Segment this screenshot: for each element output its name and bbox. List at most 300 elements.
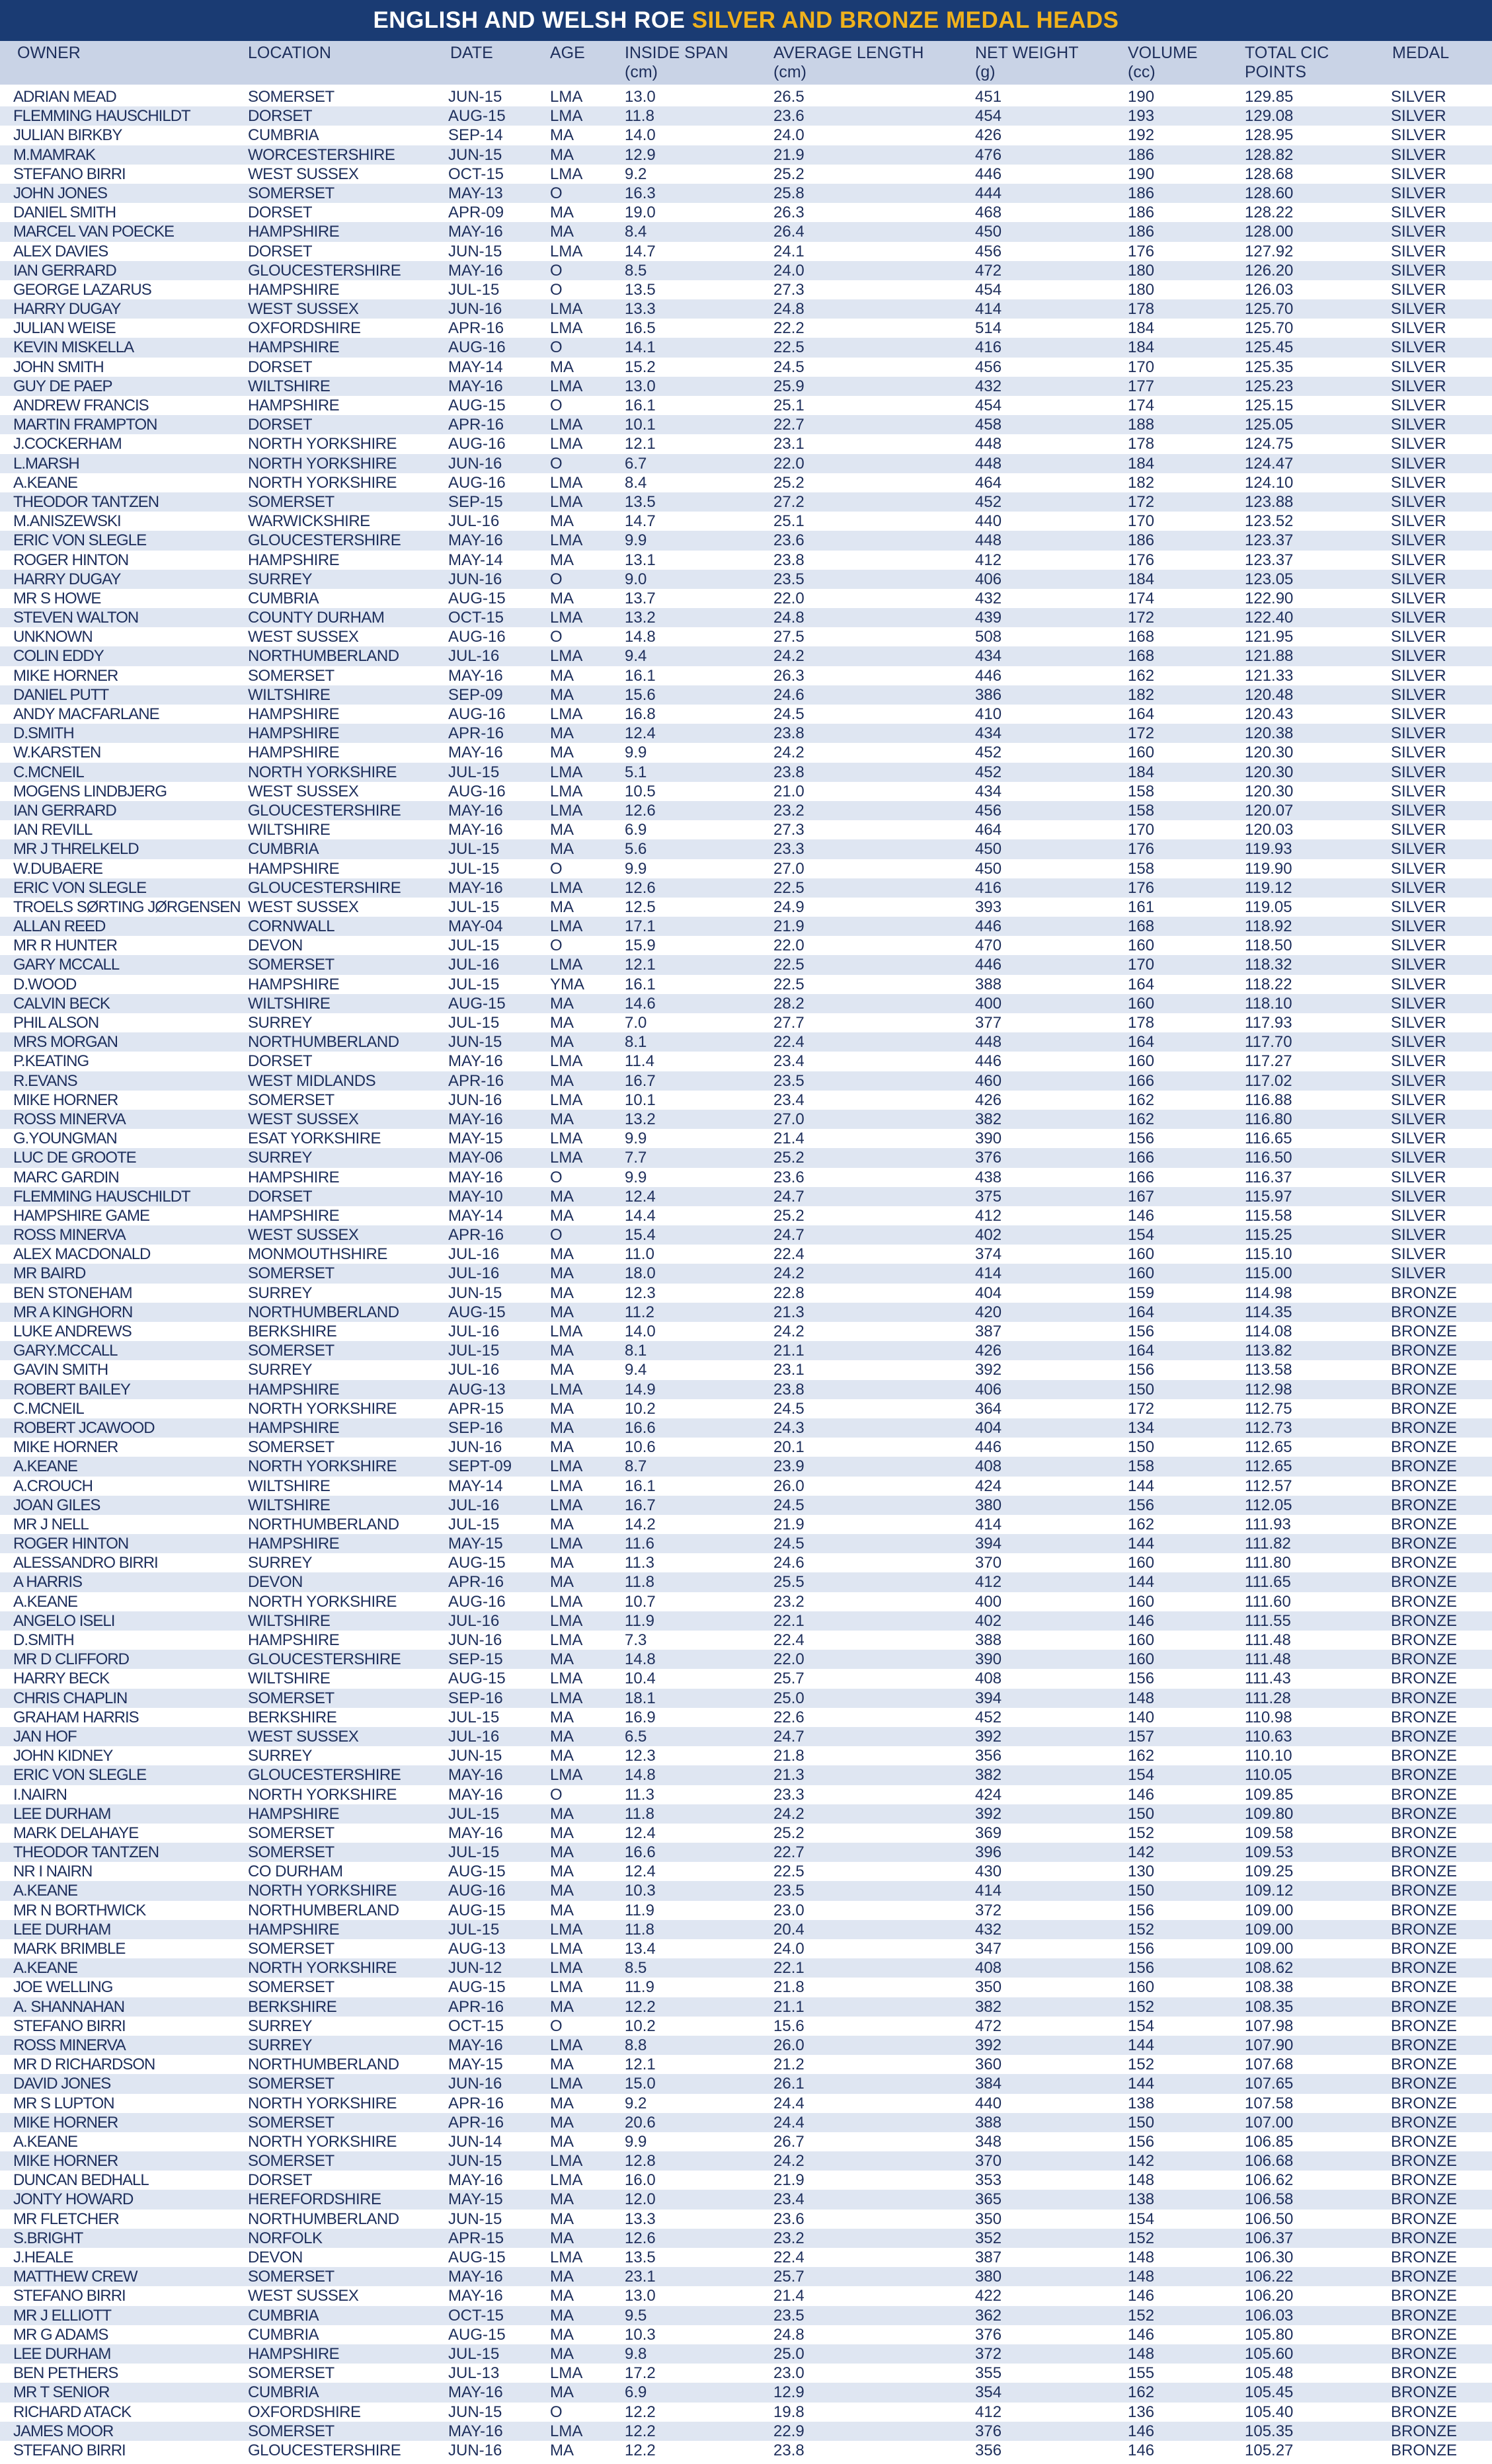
inside-span-cell: 12.5	[625, 898, 656, 916]
owner-cell: CALVIN BECK	[13, 994, 110, 1013]
table-row	[0, 1013, 1492, 1032]
net-weight-cell: 414	[975, 300, 1002, 319]
net-weight-cell: 450	[975, 223, 1002, 241]
age-cell: LMA	[550, 2075, 583, 2093]
medal-cell: SILVER	[1391, 223, 1446, 241]
volume-cell: 150	[1128, 1380, 1155, 1399]
age-cell: MA	[550, 1824, 574, 1842]
inside-span-cell: 11.9	[625, 1611, 654, 1630]
inside-span-cell: 14.8	[625, 1650, 656, 1669]
volume-cell: 160	[1128, 1554, 1155, 1572]
inside-span-cell: 12.4	[625, 1824, 656, 1842]
table-row	[0, 2094, 1492, 2113]
owner-cell: C.MCNEIL	[13, 763, 84, 781]
total-cic-points-cell: 116.37	[1245, 1168, 1292, 1186]
inside-span-cell: 12.1	[625, 2056, 656, 2074]
table-row	[0, 2344, 1492, 2364]
date-cell: JUL-16	[448, 1727, 500, 1746]
total-cic-points-cell: 111.55	[1245, 1611, 1291, 1630]
age-cell: LMA	[550, 2422, 583, 2440]
table-row	[0, 2441, 1492, 2460]
table-row	[0, 1129, 1492, 1148]
volume-cell: 190	[1128, 88, 1155, 106]
location-cell: SOMERSET	[248, 2268, 334, 2286]
average-length-cell: 24.5	[773, 358, 805, 376]
net-weight-cell: 472	[975, 2017, 1002, 2035]
net-weight-cell: 438	[975, 1168, 1002, 1186]
medal-cell: BRONZE	[1391, 1399, 1458, 1418]
inside-span-cell: 5.6	[625, 840, 647, 859]
average-length-cell: 23.4	[773, 1052, 805, 1071]
inside-span-cell: 12.8	[625, 2152, 656, 2171]
average-length-cell: 25.0	[773, 2344, 805, 2363]
owner-cell: MR G ADAMS	[13, 2325, 108, 2344]
location-cell: CUMBRIA	[248, 589, 319, 607]
owner-cell: ANDREW FRANCIS	[13, 397, 149, 414]
inside-span-cell: 10.6	[625, 1438, 656, 1457]
total-cic-points-cell: 117.93	[1245, 1014, 1292, 1032]
volume-cell: 162	[1128, 1110, 1155, 1128]
age-cell: LMA	[550, 1940, 583, 1958]
table-row	[0, 1862, 1492, 1881]
total-cic-points-cell: 120.38	[1245, 724, 1294, 743]
table-row	[0, 2017, 1492, 2036]
inside-span-cell: 13.1	[625, 551, 656, 569]
average-length-cell: 23.6	[773, 2210, 805, 2228]
medal-cell: BRONZE	[1391, 1650, 1458, 1669]
inside-span-cell: 6.9	[625, 2383, 647, 2402]
table-row	[0, 1496, 1492, 1515]
inside-span-cell: 8.4	[625, 223, 647, 241]
total-cic-points-cell: 111.48	[1245, 1650, 1291, 1669]
date-cell: MAY-14	[448, 1206, 503, 1225]
location-cell: HAMPSHIRE	[248, 397, 340, 414]
date-cell: MAY-16	[448, 2422, 503, 2440]
medal-cell: BRONZE	[1391, 2017, 1458, 2035]
date-cell: AUG-15	[448, 1901, 506, 1919]
owner-cell: G.YOUNGMAN	[13, 1130, 117, 1148]
header-net-weight: NET WEIGHT (g)	[975, 44, 1079, 81]
date-cell: OCT-15	[448, 609, 504, 627]
location-cell: HAMPSHIRE	[248, 1380, 340, 1399]
table-row	[0, 1631, 1492, 1650]
net-weight-cell: 424	[975, 1785, 1002, 1804]
total-cic-points-cell: 112.65	[1245, 1438, 1292, 1457]
owner-cell: MIKE HORNER	[13, 666, 118, 685]
net-weight-cell: 514	[975, 319, 1002, 338]
average-length-cell: 23.8	[773, 763, 805, 781]
net-weight-cell: 446	[975, 1438, 1002, 1457]
total-cic-points-cell: 119.93	[1245, 840, 1292, 859]
medal-cell: SILVER	[1391, 280, 1446, 299]
date-cell: JUL-15	[448, 1804, 500, 1823]
medal-cell: BRONZE	[1391, 2287, 1458, 2305]
age-cell: MA	[550, 1997, 574, 2016]
owner-cell: THEODOR TANTZEN	[13, 1843, 159, 1862]
date-cell: MAY-16	[448, 1824, 503, 1842]
date-cell: AUG-16	[448, 1882, 506, 1900]
owner-cell: GEORGE LAZARUS	[13, 280, 151, 299]
age-cell: O	[550, 397, 563, 414]
table-row	[0, 936, 1492, 955]
net-weight-cell: 370	[975, 2152, 1002, 2171]
volume-cell: 160	[1128, 1650, 1155, 1669]
average-length-cell: 24.7	[773, 1187, 805, 1206]
average-length-cell: 20.1	[773, 1438, 805, 1457]
medal-cell: BRONZE	[1391, 1380, 1458, 1399]
owner-cell: A.KEANE	[13, 1959, 78, 1978]
medal-cell: SILVER	[1391, 1033, 1446, 1052]
age-cell: O	[550, 2403, 563, 2421]
age-cell: LMA	[550, 1631, 583, 1649]
net-weight-cell: 353	[975, 2171, 1002, 2190]
table-row	[0, 1785, 1492, 1804]
table-row	[0, 454, 1492, 473]
date-cell: JUN-16	[448, 2075, 502, 2093]
inside-span-cell: 8.8	[625, 2036, 647, 2054]
age-cell: MA	[550, 744, 574, 762]
owner-cell: MIKE HORNER	[13, 1091, 118, 1109]
location-cell: SURREY	[248, 1747, 313, 1765]
medal-cell: SILVER	[1391, 898, 1446, 916]
table-row	[0, 898, 1492, 917]
table-row	[0, 2267, 1492, 2286]
medal-cell: SILVER	[1391, 724, 1446, 743]
date-cell: SEP-14	[448, 126, 503, 145]
table-row	[0, 627, 1492, 646]
total-cic-points-cell: 106.22	[1245, 2268, 1294, 2286]
total-cic-points-cell: 115.25	[1245, 1226, 1292, 1245]
total-cic-points-cell: 113.58	[1245, 1361, 1292, 1379]
age-cell: O	[550, 184, 563, 202]
table-row	[0, 1553, 1492, 1572]
inside-span-cell: 9.9	[625, 2132, 647, 2151]
table-row	[0, 1843, 1492, 1862]
net-weight-cell: 365	[975, 2190, 1002, 2209]
medal-cell: BRONZE	[1391, 1361, 1458, 1379]
medal-cell: BRONZE	[1391, 1631, 1458, 1649]
net-weight-cell: 396	[975, 1843, 1002, 1862]
total-cic-points-cell: 111.80	[1245, 1554, 1291, 1572]
net-weight-cell: 388	[975, 1631, 1002, 1649]
average-length-cell: 26.3	[773, 204, 805, 222]
owner-cell: J.HEALE	[13, 2249, 73, 2266]
volume-cell: 184	[1128, 319, 1155, 338]
inside-span-cell: 8.1	[625, 1033, 647, 1052]
table-row	[0, 2422, 1492, 2441]
owner-cell: HARRY DUGAY	[13, 300, 121, 319]
medal-cell: SILVER	[1391, 878, 1446, 897]
date-cell: JUL-16	[448, 1611, 500, 1630]
table-row	[0, 165, 1492, 184]
owner-cell: MARTIN FRAMPTON	[13, 416, 157, 434]
table-row	[0, 975, 1492, 994]
medal-cell: SILVER	[1391, 1245, 1446, 1264]
average-length-cell: 23.5	[773, 1882, 805, 1900]
volume-cell: 186	[1128, 184, 1155, 202]
age-cell: LMA	[550, 917, 583, 936]
inside-span-cell: 10.4	[625, 1670, 656, 1688]
date-cell: MAY-16	[448, 801, 503, 820]
volume-cell: 176	[1128, 242, 1155, 260]
volume-cell: 158	[1128, 801, 1155, 820]
net-weight-cell: 382	[975, 1766, 1002, 1785]
header-location: LOCATION	[248, 44, 331, 62]
medal-cell: SILVER	[1391, 589, 1446, 607]
owner-cell: MIKE HORNER	[13, 1438, 118, 1457]
average-length-cell: 21.1	[773, 1342, 805, 1360]
average-length-cell: 24.2	[773, 1323, 805, 1340]
location-cell: SURREY	[248, 1149, 313, 1167]
location-cell: NORTHUMBERLAND	[248, 1901, 399, 1919]
location-cell: NORTHUMBERLAND	[248, 2056, 399, 2074]
average-length-cell: 23.8	[773, 2441, 805, 2459]
date-cell: AUG-15	[448, 1978, 506, 1997]
volume-cell: 166	[1128, 1149, 1155, 1167]
volume-cell: 148	[1128, 2344, 1155, 2363]
average-length-cell: 23.1	[773, 1361, 805, 1379]
table-row	[0, 1032, 1492, 1052]
medal-cell: BRONZE	[1391, 1670, 1458, 1688]
volume-cell: 164	[1128, 705, 1155, 723]
total-cic-points-cell: 107.68	[1245, 2056, 1294, 2074]
table-row	[0, 782, 1492, 801]
average-length-cell: 21.9	[773, 2171, 805, 2190]
inside-span-cell: 11.3	[625, 1785, 654, 1804]
total-cic-points-cell: 112.98	[1245, 1380, 1292, 1399]
total-cic-points-cell: 115.97	[1245, 1187, 1292, 1206]
date-cell: MAY-16	[448, 1766, 503, 1785]
location-cell: GLOUCESTERSHIRE	[248, 2441, 401, 2459]
age-cell: MA	[550, 2383, 574, 2402]
table-row	[0, 2151, 1492, 2171]
table-row	[0, 1380, 1492, 1399]
medal-cell: BRONZE	[1391, 1997, 1458, 2016]
average-length-cell: 22.5	[773, 338, 805, 357]
net-weight-cell: 452	[975, 1708, 1002, 1726]
title-main: ENGLISH AND WELSH ROE	[373, 7, 686, 33]
average-length-cell: 25.8	[773, 184, 805, 202]
owner-cell: ERIC VON SLEGLE	[13, 531, 147, 550]
date-cell: JUN-16	[448, 1438, 502, 1457]
medal-cell: SILVER	[1391, 1052, 1446, 1071]
volume-cell: 144	[1128, 1535, 1155, 1553]
owner-cell: MR D RICHARDSON	[13, 2056, 155, 2074]
net-weight-cell: 376	[975, 2325, 1002, 2344]
inside-span-cell: 14.9	[625, 1380, 656, 1399]
date-cell: SEP-16	[448, 1418, 503, 1437]
header-date: DATE	[450, 44, 493, 62]
owner-cell: KEVIN MISKELLA	[13, 338, 134, 357]
medal-cell: BRONZE	[1391, 1438, 1458, 1457]
volume-cell: 172	[1128, 1399, 1155, 1418]
medal-cell: SILVER	[1391, 145, 1446, 164]
net-weight-cell: 446	[975, 165, 1002, 183]
location-cell: HAMPSHIRE	[248, 280, 340, 299]
volume-cell: 180	[1128, 280, 1155, 299]
net-weight-cell: 454	[975, 107, 1002, 126]
medal-cell: SILVER	[1391, 397, 1446, 414]
inside-span-cell: 12.4	[625, 1187, 656, 1206]
average-length-cell: 23.9	[773, 1457, 805, 1476]
volume-cell: 186	[1128, 531, 1155, 550]
table-row	[0, 280, 1492, 299]
volume-cell: 152	[1128, 2229, 1155, 2247]
average-length-cell: 23.8	[773, 1380, 805, 1399]
net-weight-cell: 412	[975, 551, 1002, 569]
net-weight-cell: 446	[975, 917, 1002, 936]
volume-cell: 180	[1128, 261, 1155, 280]
total-cic-points-cell: 109.85	[1245, 1785, 1294, 1804]
medal-cell: SILVER	[1391, 1168, 1446, 1186]
average-length-cell: 25.2	[773, 1149, 805, 1167]
inside-span-cell: 16.7	[625, 1071, 656, 1090]
net-weight-cell: 356	[975, 2441, 1002, 2459]
average-length-cell: 24.4	[773, 2094, 805, 2112]
net-weight-cell: 402	[975, 1611, 1002, 1630]
total-cic-points-cell: 118.50	[1245, 937, 1292, 955]
medal-cell: SILVER	[1391, 975, 1446, 993]
inside-span-cell: 12.3	[625, 1284, 656, 1302]
date-cell: JUL-15	[448, 937, 500, 955]
location-cell: BERKSHIRE	[248, 1323, 337, 1340]
location-cell: CUMBRIA	[248, 2306, 319, 2325]
net-weight-cell: 452	[975, 492, 1002, 511]
volume-cell: 130	[1128, 1863, 1155, 1881]
age-cell: MA	[550, 2094, 574, 2112]
volume-cell: 184	[1128, 570, 1155, 588]
total-cic-points-cell: 112.73	[1245, 1418, 1292, 1437]
table-row	[0, 917, 1492, 936]
owner-cell: LUC DE GROOTE	[13, 1149, 136, 1167]
age-cell: LMA	[550, 2171, 583, 2190]
average-length-cell: 23.4	[773, 1091, 805, 1109]
medal-cell: BRONZE	[1391, 2075, 1458, 2093]
medal-cell: BRONZE	[1391, 1303, 1458, 1321]
inside-span-cell: 13.5	[625, 492, 656, 511]
table-row	[0, 2364, 1492, 2383]
average-length-cell: 22.4	[773, 1033, 805, 1052]
total-cic-points-cell: 115.10	[1245, 1245, 1292, 1264]
volume-cell: 162	[1128, 1747, 1155, 1765]
medal-cell: SILVER	[1391, 1149, 1446, 1167]
net-weight-cell: 356	[975, 1747, 1002, 1765]
age-cell: MA	[550, 724, 574, 743]
table-row	[0, 1148, 1492, 1167]
age-cell: LMA	[550, 1766, 583, 1785]
average-length-cell: 27.7	[773, 1014, 805, 1032]
header-total-cic-points: TOTAL CIC POINTS	[1245, 44, 1329, 81]
average-length-cell: 25.2	[773, 1824, 805, 1842]
average-length-cell: 24.8	[773, 300, 805, 319]
age-cell: YMA	[550, 975, 585, 993]
owner-cell: HAMPSHIRE GAME	[13, 1206, 150, 1225]
average-length-cell: 25.2	[773, 473, 805, 492]
medal-cell: SILVER	[1391, 551, 1446, 569]
age-cell: MA	[550, 1014, 574, 1032]
medal-cell: SILVER	[1391, 300, 1446, 319]
location-cell: COUNTY DURHAM	[248, 609, 385, 627]
location-cell: WARWICKSHIRE	[248, 512, 370, 531]
owner-cell: MR N BORTHWICK	[13, 1901, 146, 1919]
average-length-cell: 21.1	[773, 1997, 805, 2016]
date-cell: MAY-10	[448, 1187, 503, 1206]
owner-cell: R.EVANS	[13, 1071, 77, 1090]
date-cell: JUL-16	[448, 1361, 500, 1379]
owner-cell: GRAHAM HARRIS	[13, 1708, 139, 1726]
date-cell: JUN-16	[448, 454, 502, 473]
medal-cell: BRONZE	[1391, 2422, 1458, 2440]
date-cell: JUL-15	[448, 2344, 500, 2363]
average-length-cell: 22.4	[773, 1245, 805, 1264]
net-weight-cell: 392	[975, 1361, 1002, 1379]
total-cic-points-cell: 107.90	[1245, 2036, 1294, 2054]
volume-cell: 150	[1128, 2113, 1155, 2132]
volume-cell: 188	[1128, 416, 1155, 434]
date-cell: JUN-16	[448, 1091, 502, 1109]
inside-span-cell: 15.9	[625, 937, 656, 955]
total-cic-points-cell: 126.03	[1245, 280, 1294, 299]
table-row	[0, 531, 1492, 550]
inside-span-cell: 12.2	[625, 2422, 656, 2440]
date-cell: APR-15	[448, 2229, 504, 2247]
owner-cell: A.KEANE	[13, 473, 78, 492]
inside-span-cell: 9.2	[625, 2094, 647, 2112]
average-length-cell: 27.0	[773, 859, 805, 878]
net-weight-cell: 394	[975, 1535, 1002, 1553]
average-length-cell: 24.5	[773, 1535, 805, 1553]
medal-cell: BRONZE	[1391, 1535, 1458, 1553]
date-cell: MAY-15	[448, 2190, 503, 2209]
net-weight-cell: 464	[975, 473, 1002, 492]
net-weight-cell: 456	[975, 801, 1002, 820]
inside-span-cell: 6.5	[625, 1727, 647, 1746]
total-cic-points-cell: 120.07	[1245, 801, 1294, 820]
date-cell: APR-16	[448, 2113, 504, 2132]
age-cell: LMA	[550, 107, 583, 126]
medal-cell: BRONZE	[1391, 2249, 1458, 2266]
age-cell: MA	[550, 1863, 574, 1881]
medal-cell: BRONZE	[1391, 1457, 1458, 1476]
location-cell: SURREY	[248, 1284, 313, 1302]
age-cell: MA	[550, 1187, 574, 1206]
average-length-cell: 23.2	[773, 2229, 805, 2247]
owner-cell: MRS MORGAN	[13, 1033, 118, 1052]
owner-cell: IAN REVILL	[13, 821, 93, 839]
volume-cell: 164	[1128, 1342, 1155, 1360]
inside-span-cell: 12.4	[625, 1863, 656, 1881]
net-weight-cell: 434	[975, 782, 1002, 800]
medal-cell: SILVER	[1391, 531, 1446, 550]
date-cell: AUG-15	[448, 397, 506, 414]
age-cell: MA	[550, 1206, 574, 1225]
owner-cell: ALEX DAVIES	[13, 242, 108, 260]
volume-cell: 166	[1128, 1168, 1155, 1186]
age-cell: MA	[550, 1264, 574, 1283]
owner-cell: STEFANO BIRRI	[13, 2287, 126, 2305]
age-cell: MA	[550, 2056, 574, 2074]
average-length-cell: 23.5	[773, 570, 805, 588]
volume-cell: 155	[1128, 2364, 1155, 2383]
owner-cell: ROBERT BAILEY	[13, 1380, 130, 1399]
net-weight-cell: 387	[975, 2249, 1002, 2266]
total-cic-points-cell: 128.60	[1245, 184, 1294, 202]
inside-span-cell: 13.2	[625, 609, 656, 627]
location-cell: WORCESTERSHIRE	[248, 145, 395, 164]
average-length-cell: 23.2	[773, 801, 805, 820]
net-weight-cell: 426	[975, 1091, 1002, 1109]
volume-cell: 160	[1128, 744, 1155, 762]
